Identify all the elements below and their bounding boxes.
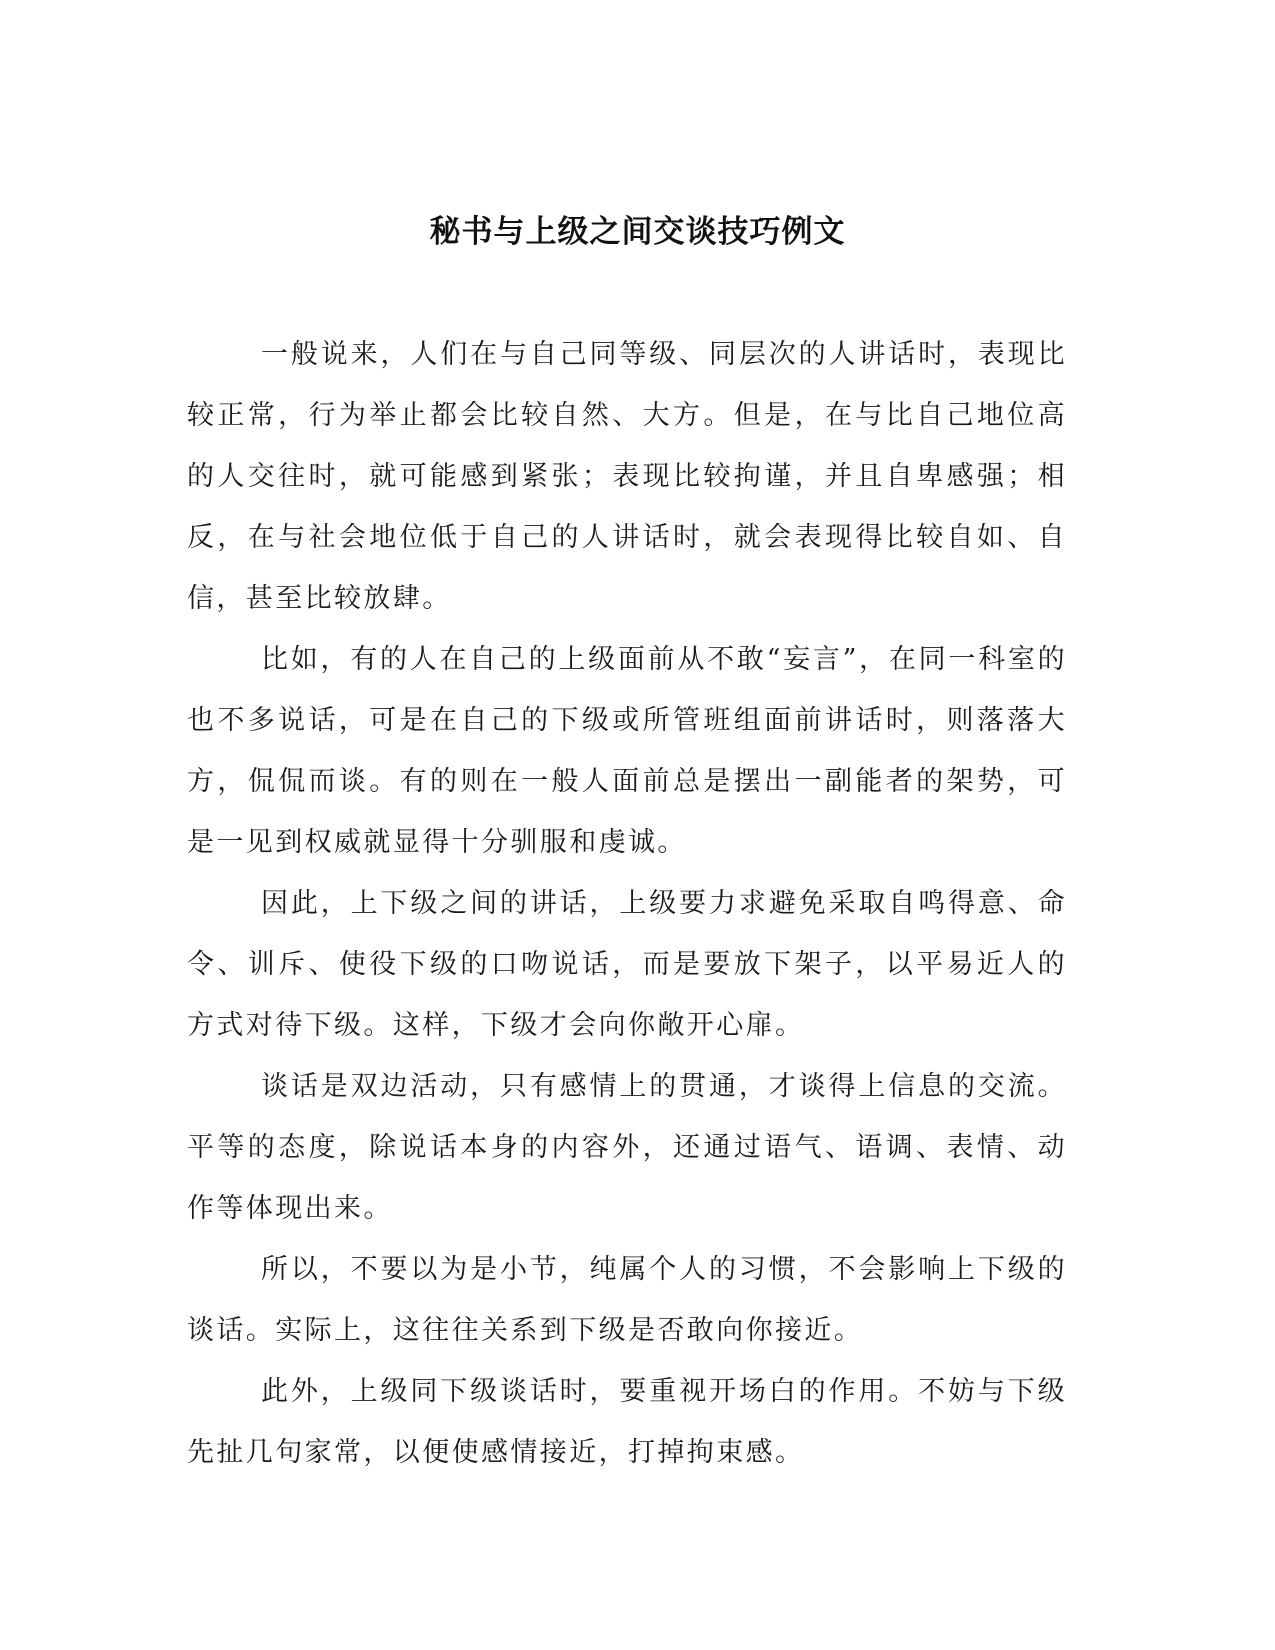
document-title: 秘书与上级之间交谈技巧例文 [429,214,846,250]
paragraph-3: 因此，上下级之间的讲话，上级要力求避免采取自鸣得意、命令、训斥、使役下级的口吻说话，而是要放下架子，以平易近人的方式对待下级。这样，下级才会向你敞开心扉。 [187,888,1067,1041]
paragraph-6: 此外，上级同下级谈话时，要重视开场白的作用。不妨与下级先扯几句家常，以便使感情接近，打掉拘束感。 [187,1376,1067,1468]
document-body [187,324,1067,1483]
paragraph-1: 一般说来，人们在与自己同等级、同层次的人讲话时，表现比较正常，行为举止都会比较自然、大方。但是，在与比自己地位高的人交往时，就可能感到紧张；表现比较拘谨，并且自卑感强；相反，在与社会地位低于自己的人讲话时，就会表现得比较自如、自信，甚至比较放肆。 [187,339,1067,614]
paragraph-2: 比如，有的人在自己的上级面前从不敢“妄言”，在同一科室的也不多说话，可是在自己的下级或所管班组面前讲话时，则落落大方，侃侃而谈。有的则在一般人面前总是摆出一副能者的架势，可是一见到权威就显得十分驯服和虔诚。 [187,644,1067,858]
paragraph-4: 谈话是双边活动，只有感情上的贯通，才谈得上信息的交流。平等的态度，除说话本身的内容外，还通过语气、语调、表情、动作等体现出来。 [187,1071,1067,1224]
paragraph-5: 所以，不要以为是小节，纯属个人的习惯，不会影响上下级的谈话。实际上，这往往关系到下级是否敢向你接近。 [187,1254,1067,1346]
